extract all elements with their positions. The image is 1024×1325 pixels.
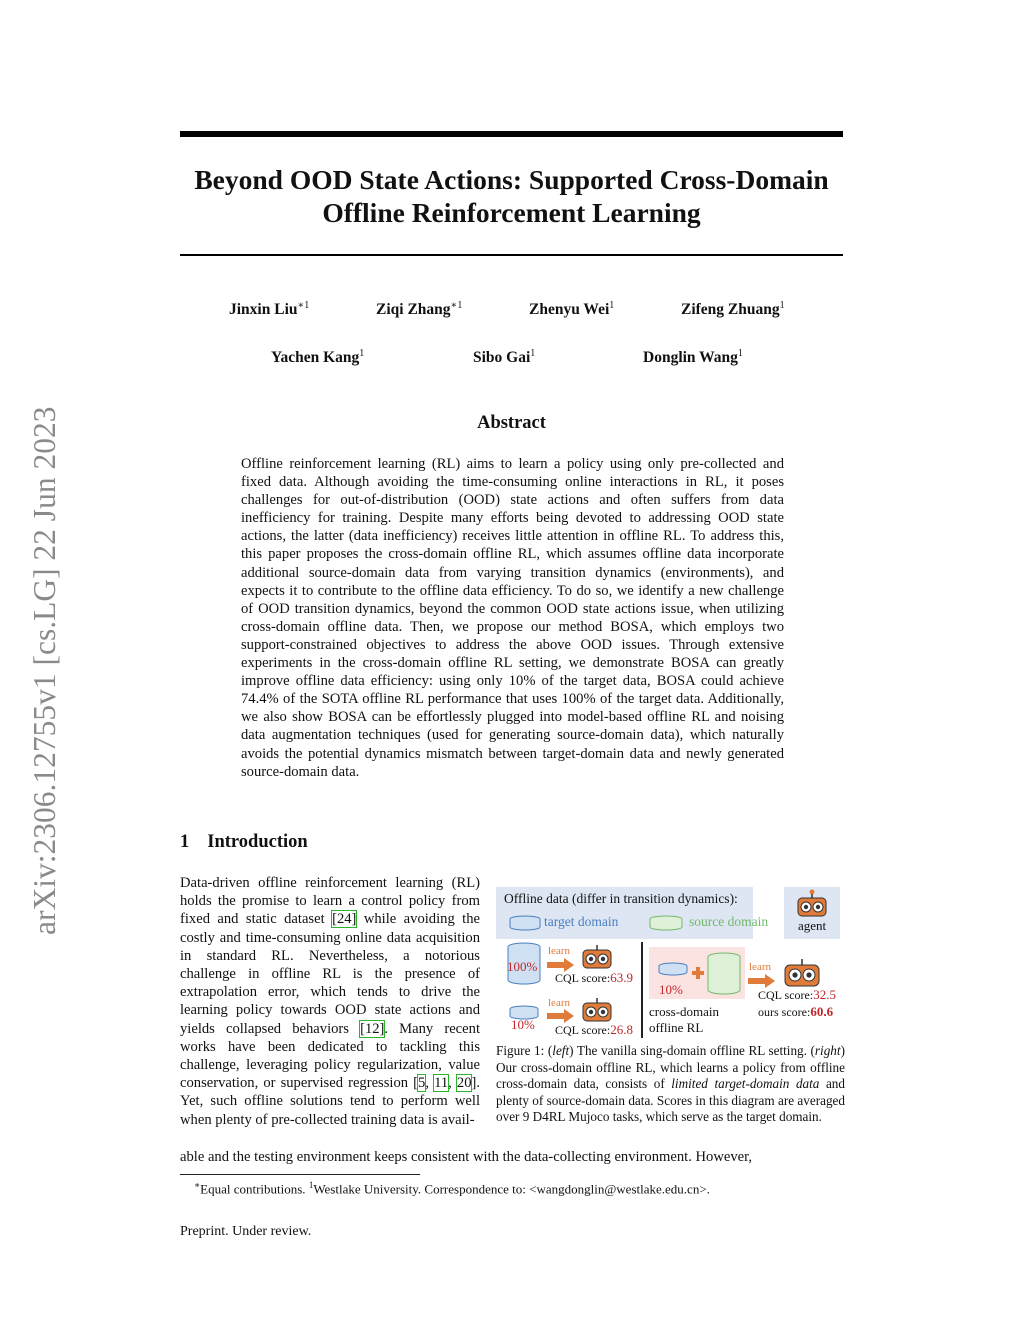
citation-link[interactable]: 5	[418, 1075, 426, 1092]
source-data-cylinder	[706, 952, 742, 996]
learn-label: learn	[749, 961, 771, 973]
title-rule-bottom	[180, 254, 843, 256]
left-bottom-percent: 10%	[511, 1017, 535, 1032]
target-data-cylinder-small	[656, 962, 690, 976]
cql-score-row: CQL score:32.5	[758, 987, 836, 1002]
author: Sibo Gai$^1$	[473, 348, 536, 367]
plus-icon	[692, 967, 704, 979]
author: Yachen Kang$^1$	[271, 348, 365, 367]
source-domain-icon	[648, 915, 684, 931]
citation-link[interactable]: [12]	[360, 1020, 385, 1037]
learn-label: learn	[548, 945, 570, 957]
target-domain-label: target domain	[544, 914, 619, 929]
arrow-right-icon	[546, 1009, 576, 1023]
author: Zifeng Zhuang$^1$	[681, 300, 785, 319]
author: Jinxin Liu$^{∗1}$	[229, 300, 310, 319]
title-line-1: Beyond OOD State Actions: Supported Cross-Domain	[194, 164, 829, 195]
preprint-notice: Preprint. Under review.	[180, 1224, 312, 1239]
robot-agent-icon	[794, 889, 830, 919]
footnote-rule	[180, 1174, 420, 1175]
figure-caption: Figure 1: (left) The vanilla sing-domain offline RL setting. (right) Our cross-domain offline RL, which learns a policy from offline cross-domain data, consists of limited target-domain data and plenty of source-domain data. Scores in this diagram are averaged over 9 D4RL Mujoco tasks, which serve as the target domain.	[496, 1043, 845, 1124]
citation-link[interactable]: 20	[456, 1075, 472, 1092]
author: Donglin Wang$^1$	[643, 348, 743, 367]
paper-title	[180, 163, 843, 229]
section-heading: 1 Introduction	[180, 832, 308, 852]
intro-paragraph: Data-driven offline reinforcement learning (RL) holds the promise to learn a control policy from fixed and static dataset [24] while avoiding the costly and time-consuming online data acquisition in standard RL. Nevertheless, a notorious challenge in offline RL is the presence of extrapolation error, which tends to drive the learning policy towards OOD state actions and yields collapsed behaviors [12]. Many recent works have been dedicated to tackling this challenge, leveraging policy regularization, value conservation, or supervised regression [5, 11, 20]. Yet, such offline solutions tend to perform well when plenty of pre-collected training data is avail-	[180, 875, 480, 1128]
left-top-percent: 100%	[507, 959, 538, 974]
ours-score-row: ours score:60.6	[758, 1004, 834, 1019]
figure-1	[496, 884, 844, 1040]
right-percent: 10%	[659, 982, 683, 997]
abstract-body: Offline reinforcement learning (RL) aims to learn a policy using only pre-collected and fixed data. Although avoiding the time-consuming online interactions in RL, it poses challenges for out-of-distribution (OOD) state actions and often suffers from data inefficiency for training. Despite many efforts being devoted to addressing OOD state actions, the latter (data inefficiency) receives little attention in offline RL. To address this, this paper proposes the cross-domain offline RL, which assumes offline data incorporate additional source-domain data from varying transition dynamics (environments), and expects it to contribute to the offline data efficiency. To do so, we identify a new challenge of OOD transition dynamics, beyond the common OOD state actions issue, when utilizing cross-domain offline data. Then, we propose our method BOSA, which employs two support-constrained objectives to address the above OOD issues. Through extensive experiments in the cross-domain offline RL setting, we demonstrate BOSA can greatly improve offline data efficiency: using only 10% of the target data, BOSA could achieve 74.4% of the SOTA offline RL performance that uses 100% of the target data. Additionally, we also show BOSA can be effortlessly plugged into model-based offline RL and noising data augmentation techniques (used for generating source-domain data), which naturally avoids the potential dynamics mismatch between target-domain data and newly generated source-domain data.	[241, 456, 784, 780]
agent-label: agent	[798, 918, 827, 933]
legend-title: Offline data (differ in transition dynamics):	[504, 891, 738, 906]
author: Zhenyu Wei$^1$	[529, 300, 615, 319]
citation-link[interactable]: [24]	[332, 911, 357, 928]
figure-divider	[641, 942, 643, 1038]
citation-link[interactable]: 11	[434, 1075, 449, 1092]
robot-agent-icon	[580, 944, 614, 972]
learn-label: learn	[548, 997, 570, 1009]
robot-agent-icon	[782, 958, 822, 990]
author: Ziqi Zhang$^{∗1}$	[376, 300, 463, 319]
title-rule-top	[180, 131, 843, 137]
abstract-heading: Abstract	[477, 413, 546, 433]
arxiv-sidebar-stamp: arXiv:2306.12755v1 [cs.LG] 22 Jun 2023	[27, 406, 62, 935]
title-line-2: Offline Reinforcement Learning	[322, 197, 701, 228]
intro-paragraph-continued: able and the testing environment keeps consistent with the data-collecting environment. However,	[180, 1149, 753, 1165]
robot-agent-icon	[580, 997, 614, 1025]
source-domain-label: source domain	[689, 914, 769, 929]
arrow-right-icon	[747, 974, 777, 988]
cql-score-row: CQL score:26.8	[555, 1022, 633, 1037]
cql-score-row: CQL score:63.9	[555, 970, 633, 985]
target-domain-icon	[508, 915, 542, 931]
footnote: ∗Equal contributions. $^1$Westlake University. Correspondence to: <wangdonglin@westlake.edu.cn>.	[194, 1180, 710, 1197]
cross-domain-label: cross-domain offline RL	[649, 1004, 720, 1035]
